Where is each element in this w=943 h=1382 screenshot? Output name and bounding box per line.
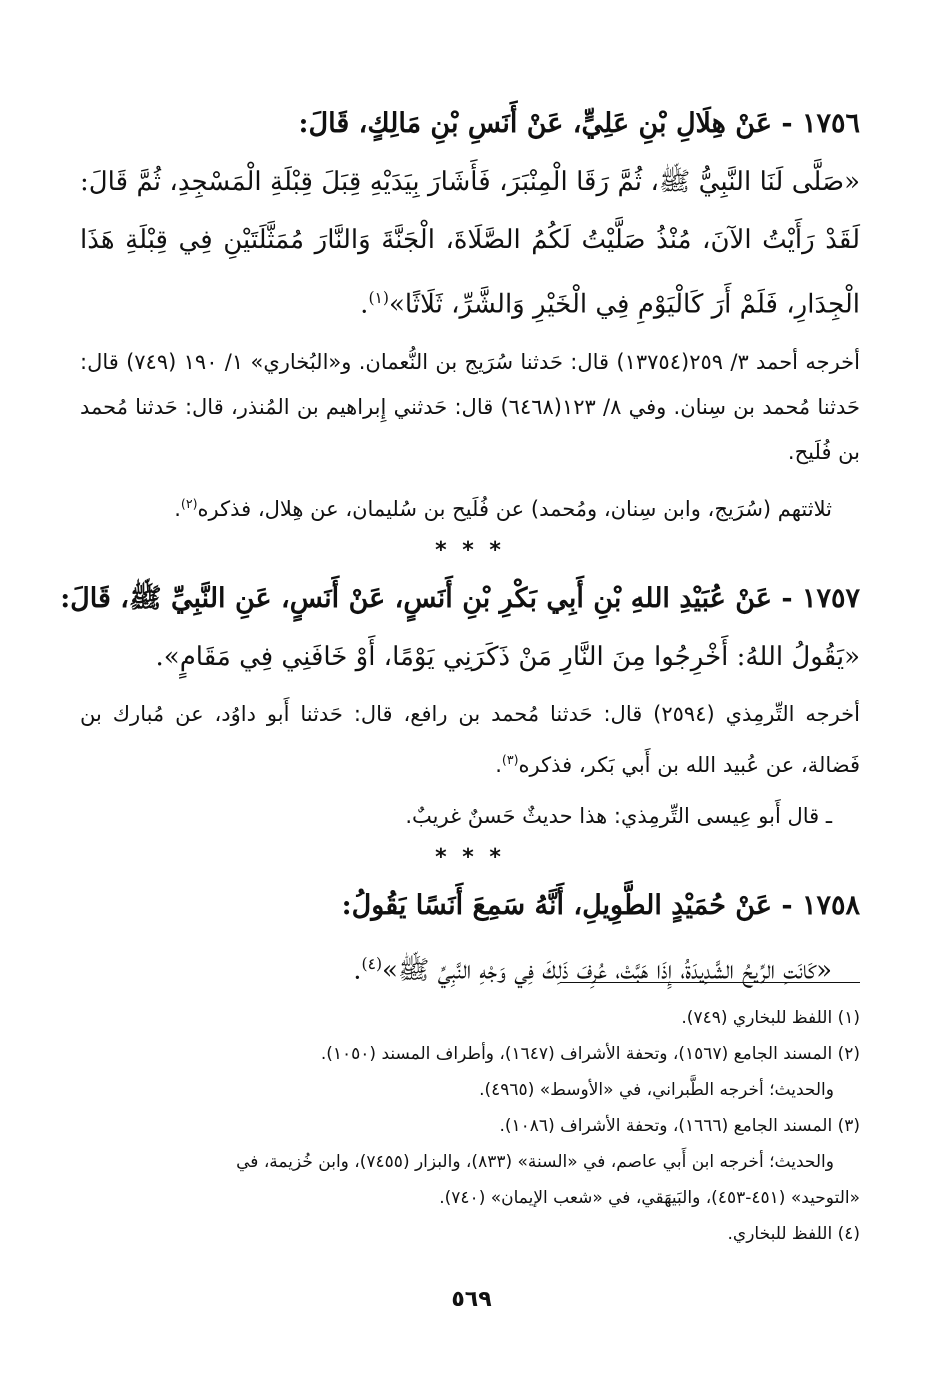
hadith-dash: - [771, 582, 793, 614]
takhrij-line: ١/ ١٩٠ (٧٤٩) قال: حَدثنا مُحمد بن سِنان. وفي ٨/ ١٢٣(٦٤٦٨) قال: حَدثني [80, 349, 860, 419]
footnote-item: «التوحيد» (٤٥١-٤٥٣)، والبَيهَقي، في «شعب الإيمان» (٧٤٠). [439, 1188, 860, 1208]
hadith-1758-heading [80, 877, 860, 935]
section-separator: * * * [435, 844, 505, 870]
matn-line: «يَقُولُ اللهُ: أَخْرِجُوا مِنَ النَّارِ مَنْ ذَكَرَنِي يَوْمًا، أَوْ خَافَنِي فِي مَقَامٍ». [155, 641, 860, 672]
footnote-item: والحديث؛ أخرجه الطَّبراني، في «الأوسط» (٤٩٦٥). [479, 1080, 834, 1100]
takhrij-line: أخرجه التِّرمِذي (٢٥٩٤) قال: حَدثنا مُحمد بن رافع، قال: حَدثنا أَبو داوُد، [214, 701, 861, 726]
hadith-1757-comment [80, 794, 860, 839]
hadith-number: ١٧٥٧ [801, 582, 860, 614]
matn-line: «كَانَتِ الرِّيحُ الشَّدِيدَةُ، إِذَا هَبَّتْ، عُرِفَ ذَلِكَ فِي وَجْهِ النَّبِيِّ ﷺ» [382, 955, 832, 986]
section-separator: * * * [435, 537, 505, 563]
hadith-1757-heading [60, 570, 860, 628]
footnote-item: (٤) اللفظ للبخاري. [727, 1224, 860, 1244]
matn-line: قَالَ: لَقَدْ رَأَيْتُ الآنَ، مُنْذُ صَلَّيْتُ لَكُمُ الصَّلَاةَ، الْجَنَّةَ وَالنَّارَ مُمَثَّلَتَيْنِ فِي قِبْلَةِ هَذَا [80, 167, 860, 255]
hadith-chain: عَنْ عُبَيْدِ اللهِ بْنِ أَبِي بَكْرِ بْنِ أَنَسٍ، عَنْ أَنَسٍ، عَنِ النَّبِيِّ ﷺ، قَالَ: [60, 582, 772, 614]
hadith-number: ١٧٥٨ [801, 889, 860, 921]
footnote-item: (١) اللفظ للبخاري (٧٤٩). [681, 1008, 860, 1028]
hadith-1756-matn: «صَلَّى لَنَا النَّبِيُّ ﷺ، ثُمَّ رَقَا الْمِنْبَرَ، فَأَشَارَ بِيَدَيْهِ قِبَلَ قِبْلَةِ الْمَسْجِدِ، ثُمَّ قَالَ: لَقَدْ رَأَيْتُ الآنَ، مُنْذُ صَلَّيْتُ لَكُمُ الصَّلَاةَ، الْجَنَّةَ وَالنَّارَ مُمَثَّلَتَيْنِ فِي قِبْلَةِ هَذَا الْجِدَارِ، فَلَمْ أَرَ كَالْيَوْمِ فِي الْخَيْرِ وَالشَّرِّ، ثَلَاثًا»$^{(١)}$. [80, 167, 860, 320]
hadith-1756-heading [80, 95, 860, 153]
grading-comment: ـ قال أَبو عِيسى التِّرمِذي: هذا حديثٌ حَسنٌ غريبٌ. [405, 803, 832, 828]
footnote-ref: (١) [368, 289, 390, 307]
takhrij-line: ثلاثتهم (سُرَيج، وابن سِنان، ومُحمد) عن فُلَيح بن سُليمان، عن هِلال، فذكره [197, 496, 832, 521]
hadith-chain: عَنْ حُمَيْدٍ الطَّوِيلِ، أَنَّهُ سَمِعَ أَنَسًا يَقُولُ: [341, 889, 772, 921]
hadith-1757-matn [80, 628, 860, 686]
page-body [60, 95, 861, 999]
hadith-1758-matn: «كَانَتِ الرِّيحُ الشَّدِيدَةُ، إِذَا هَبَّتْ، عُرِفَ ذَلِكَ فِي وَجْهِ النَّبِيِّ ﷺ»$^{(٤)}$. [353, 954, 832, 986]
hadith-dash: - [771, 108, 793, 139]
footnote-ref: (٢) [180, 495, 198, 511]
footnote-item: (٣) المسند الجامع (١٦٦٦)، وتحفة الأشراف (١٠٨٦). [499, 1116, 860, 1136]
hadith-1756-takhrij [80, 340, 860, 475]
footnote-ref: (٤) [361, 954, 383, 973]
footnotes [80, 1000, 860, 1252]
hadith-1757-takhrij: أخرجه التِّرمِذي (٢٥٩٤) قال: حَدثنا مُحمد بن رافع، قال: حَدثنا أَبو داوُد، عن مُبارك بن فَضالة، عن عُبيد الله بن أَبي بَكر، فذكره$^{(٣)}$. [80, 701, 861, 777]
hadith-chain: عَنْ هِلَالِ بْنِ عَلِيٍّ، عَنْ أَنَسِ بْنِ مَالِكٍ، قَالَ: [298, 108, 772, 139]
matn-line: الْجِدَارِ، فَلَمْ أَرَ كَالْيَوْمِ فِي الْخَيْرِ وَالشَّرِّ، ثَلَاثًا» [389, 289, 860, 320]
hadith-dash: - [771, 889, 793, 921]
footnote-item: (٢) المسند الجامع (١٥٦٧)، وتحفة الأشراف (١٦٤٧)، وأطراف المسند (١٠٥٠). [320, 1044, 860, 1064]
page-number: ٥٦٩ [451, 1287, 492, 1312]
footnote-item: والحديث؛ أخرجه ابن أَبي عاصم، في «السنة» (٨٣٣)، والبزار (٧٤٥٥)، وابن خُزيمة، في [236, 1152, 834, 1172]
hadith-1756-summary: ثلاثتهم (سُرَيج، وابن سِنان، ومُحمد) عن فُلَيح بن سُليمان، عن هِلال، فذكره$^{(٢)}$. [174, 495, 832, 521]
matn-line: «صَلَّى لَنَا النَّبِيُّ ﷺ، ثُمَّ رَقَا الْمِنْبَرَ، فَأَشَارَ بِيَدَيْهِ قِبَلَ قِبْلَةِ الْمَسْجِدِ، ثُمَّ [136, 167, 860, 197]
footnote-divider [560, 982, 860, 983]
hadith-number: ١٧٥٦ [801, 108, 860, 139]
takhrij-line: إِبراهيم بن المُنذر، قال: حَدثنا مُحمد بن فُلَيح. [80, 394, 860, 464]
footnote-ref: (٣) [501, 751, 519, 767]
takhrij-line: أخرجه أحمد ٣/ ٢٥٩(١٣٧٥٤) قال: حَدثنا سُرَيج بن النُّعمان. و«البُخاري» [250, 349, 860, 374]
takhrij-line: عن مُبارك بن فَضالة، عن عُبيد الله بن أَبي بَكر، فذكره [80, 701, 860, 777]
